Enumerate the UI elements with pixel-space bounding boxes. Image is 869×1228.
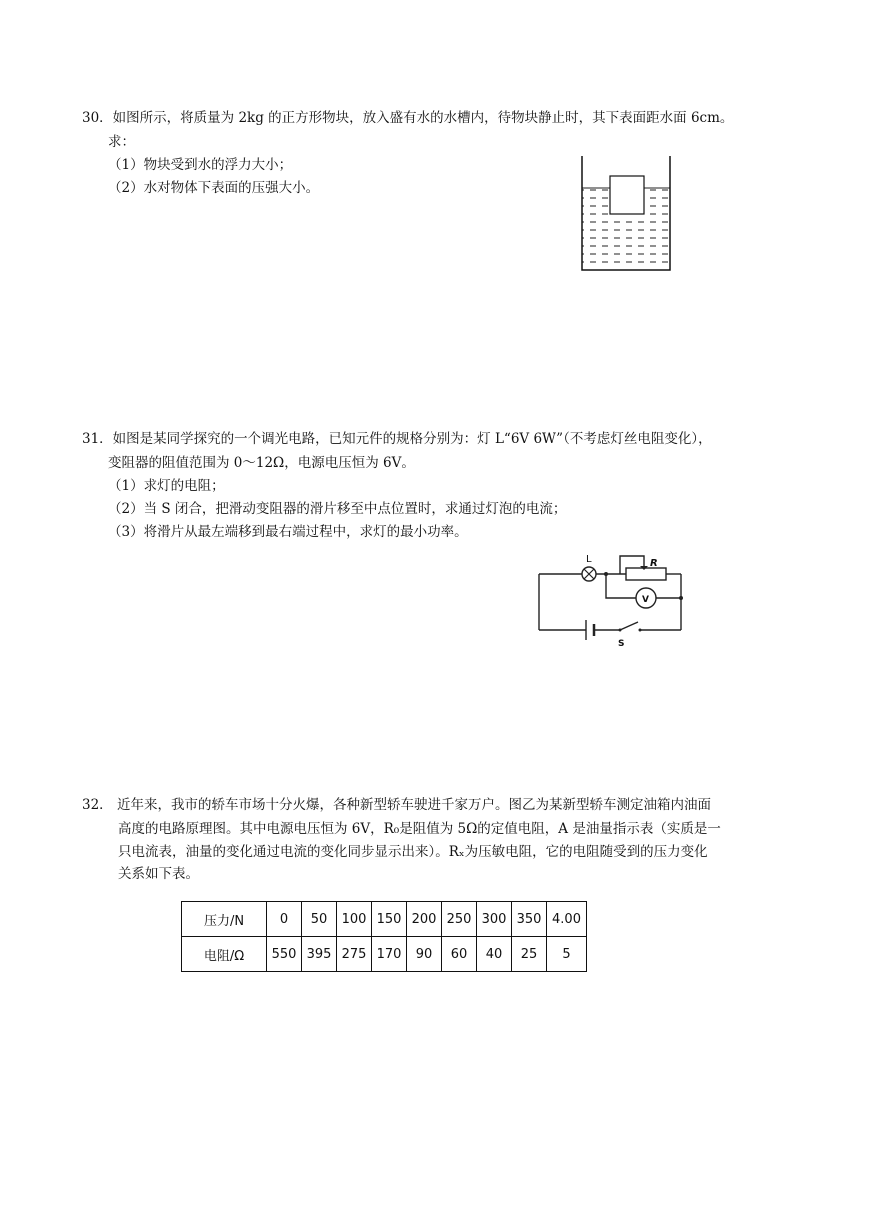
q30-line1: 30．如图所示，将质量为 2kg 的正方形物块，放入盛有水的水槽内，待物块静止时，其下表面距水面 6cm。	[82, 110, 734, 126]
table-cell: 395	[302, 937, 337, 972]
table-cell: 300	[477, 902, 512, 937]
table-cell: 25	[512, 937, 547, 972]
table-cell: 350	[512, 902, 547, 937]
table-cell: 170	[372, 937, 407, 972]
table-cell: 275	[337, 937, 372, 972]
table-row	[182, 937, 587, 972]
q32-line3: 只电流表，油量的变化通过电流的变化同步显示出来）。Rₓ为压敏电阻，它的电阻随受到的压力变化	[118, 844, 708, 860]
q31-line2: 变阻器的阻值范围为 0～12Ω，电源电压恒为 6V。	[108, 455, 415, 471]
table-cell: 50	[302, 902, 337, 937]
q32-line4: 关系如下表。	[118, 866, 199, 882]
circuit-figure	[534, 550, 694, 650]
switch-label: S	[618, 639, 625, 649]
table-cell: 0	[267, 902, 302, 937]
q31-sub3: （3）将滑片从最左端移到最右端过程中，求灯的最小功率。	[108, 524, 468, 540]
q31-line1: 31．如图是某同学探究的一个调光电路，已知元件的规格分别为：灯 L“6V 6W”（不考虑灯丝电阻变化），	[82, 431, 712, 447]
table-cell: 40	[477, 937, 512, 972]
q32-line1: 32． 近年来，我市的轿车市场十分火爆，各种新型轿车驶进千家万户。图乙为某新型轿车测定油箱内油面	[82, 797, 711, 813]
table-cell: 250	[442, 902, 477, 937]
table-cell: 60	[442, 937, 477, 972]
water-tank-figure	[576, 154, 676, 276]
table-cell: 200	[407, 902, 442, 937]
pressure-resistance-table	[181, 901, 587, 972]
table-cell: 5	[547, 937, 587, 972]
q30-sub2: （2）水对物体下表面的压强大小。	[108, 180, 320, 196]
row-header: 压力/N	[182, 902, 267, 937]
table-cell: 4.00	[547, 902, 587, 937]
block	[610, 176, 644, 214]
table-cell: 90	[407, 937, 442, 972]
q31-sub1: （1）求灯的电阻；	[108, 478, 225, 494]
table-cell: 150	[372, 902, 407, 937]
resistor-label: R	[650, 558, 658, 569]
table-cell: 100	[337, 902, 372, 937]
table-cell: 550	[267, 937, 302, 972]
q30-line2: 求：	[108, 134, 135, 150]
q30-sub1: （1）物块受到水的浮力大小；	[108, 157, 293, 173]
table-row	[182, 902, 587, 937]
lamp-label: L	[586, 554, 592, 565]
q32-line2: 高度的电路原理图。其中电源电压恒为 6V，R₀是阻值为 5Ω的定值电阻，A 是油量指示表（实质是一	[118, 821, 721, 837]
q31-sub2: （2）当 S 闭合，把滑动变阻器的滑片移至中点位置时，求通过灯泡的电流；	[108, 501, 567, 517]
row-header: 电阻/Ω	[182, 937, 267, 972]
voltmeter-label: V	[642, 595, 649, 605]
